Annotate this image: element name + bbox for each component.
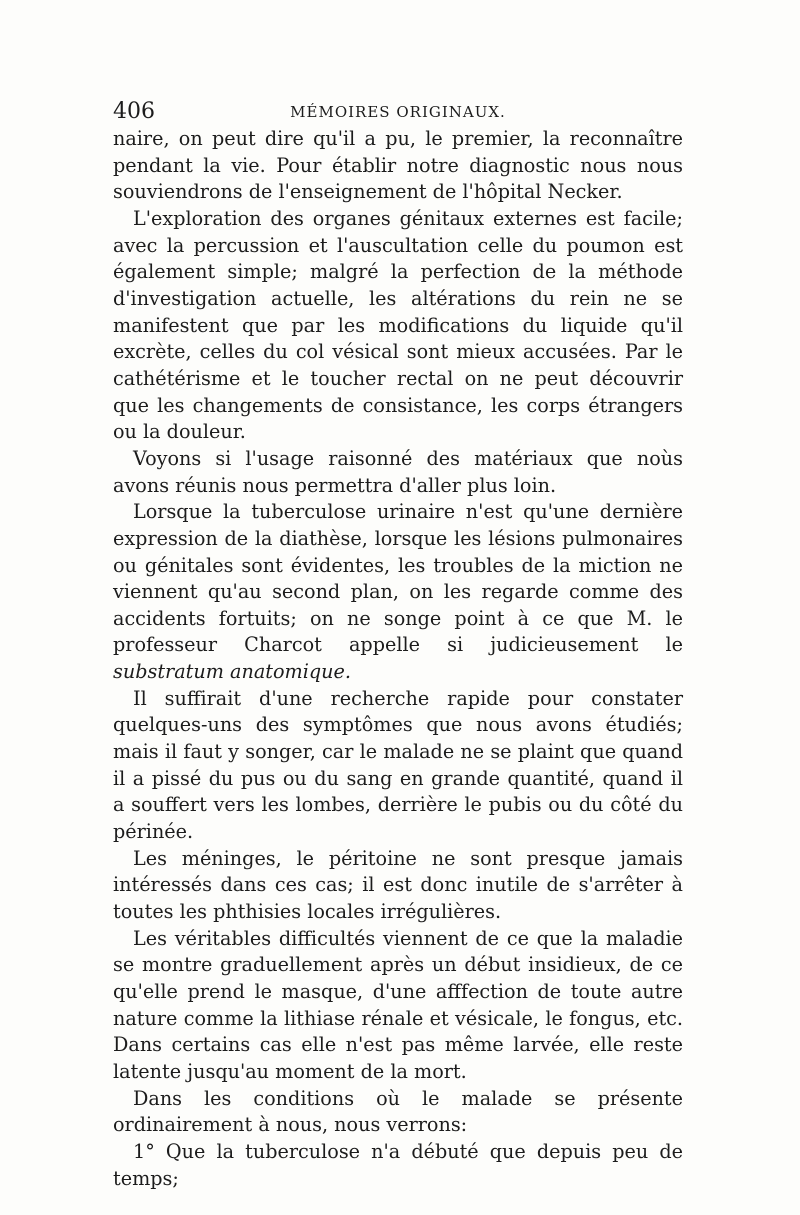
paragraph-4-text: Lorsque la tuberculose urinaire n'est qu'une dernière expression de la diathèse, lorsque les lésions pulmonaires ou génitales sont évidentes, les troubles de la miction ne viennent qu'au second plan, on les regarde comme des accidents fortuits; on ne songe point à ce que M. le professeur Charcot appelle si judicieusement le [113, 500, 683, 657]
page-number: 406 [113, 99, 155, 124]
paragraph-8: Dans les conditions où le malade se présente ordinairement à nous, nous verrons: [113, 1086, 683, 1137]
paragraph-9: 1° Que la tuberculose n'a débuté que depuis peu de temps; [113, 1139, 683, 1190]
emphasis-substratum: substratum anatomique. [113, 660, 351, 684]
page-header [113, 98, 683, 126]
paragraph-7: Les véritables difficultés viennent de ce que la maladie se montre graduellement après un début insidieux, de ce qu'elle prend le masque, d'une afffection de toute autre nature comme la lithiase rénale et vésicale, le fongus, etc. Dans certains cas elle n'est pas même larvée, elle reste latente jusqu'au moment de la mort. [113, 926, 683, 1083]
paragraph-3: Voyons si l'usage raisonné des matériaux que noùs avons réunis nous permettra d'aller plus loin. [113, 446, 683, 497]
paragraph-2: L'exploration des organes génitaux externes est facile; avec la percussion et l'auscultation celle du poumon est également simple; malgré la perfection de la méthode d'investigation actuelle, les altérations du rein ne se manifestent que par les modifications du liquide qu'il excrète, celles du col vésical sont mieux accusées. Par le cathétérisme et le toucher rectal on ne peut découvrir que les changements de consistance, les corps étrangers ou la douleur. [113, 206, 683, 444]
paragraph-1: naire, on peut dire qu'il a pu, le premier, la reconnaître pendant la vie. Pour établir notre diagnostic nous nous souviendrons de l'enseignement de l'hôpital Necker. [113, 127, 683, 204]
paragraph-4 [113, 499, 683, 686]
body-text [113, 126, 683, 1192]
running-title: MÉMOIRES ORIGINAUX. [290, 103, 506, 121]
paragraph-5: Il suffirait d'une recherche rapide pour constater quelques-uns des symptômes que nous avons étudiés; mais il faut y songer, car le malade ne se plaint que quand il a pissé du pus ou du sang en grande quantité, quand il a souffert vers les lombes, derrière le pubis ou du côté du périnée. [113, 686, 683, 844]
paragraph-6: Les méninges, le péritoine ne sont presque jamais intéressés dans ces cas; il est donc inutile de s'arrêter à toutes les phthisies locales irrégulières. [113, 846, 683, 924]
